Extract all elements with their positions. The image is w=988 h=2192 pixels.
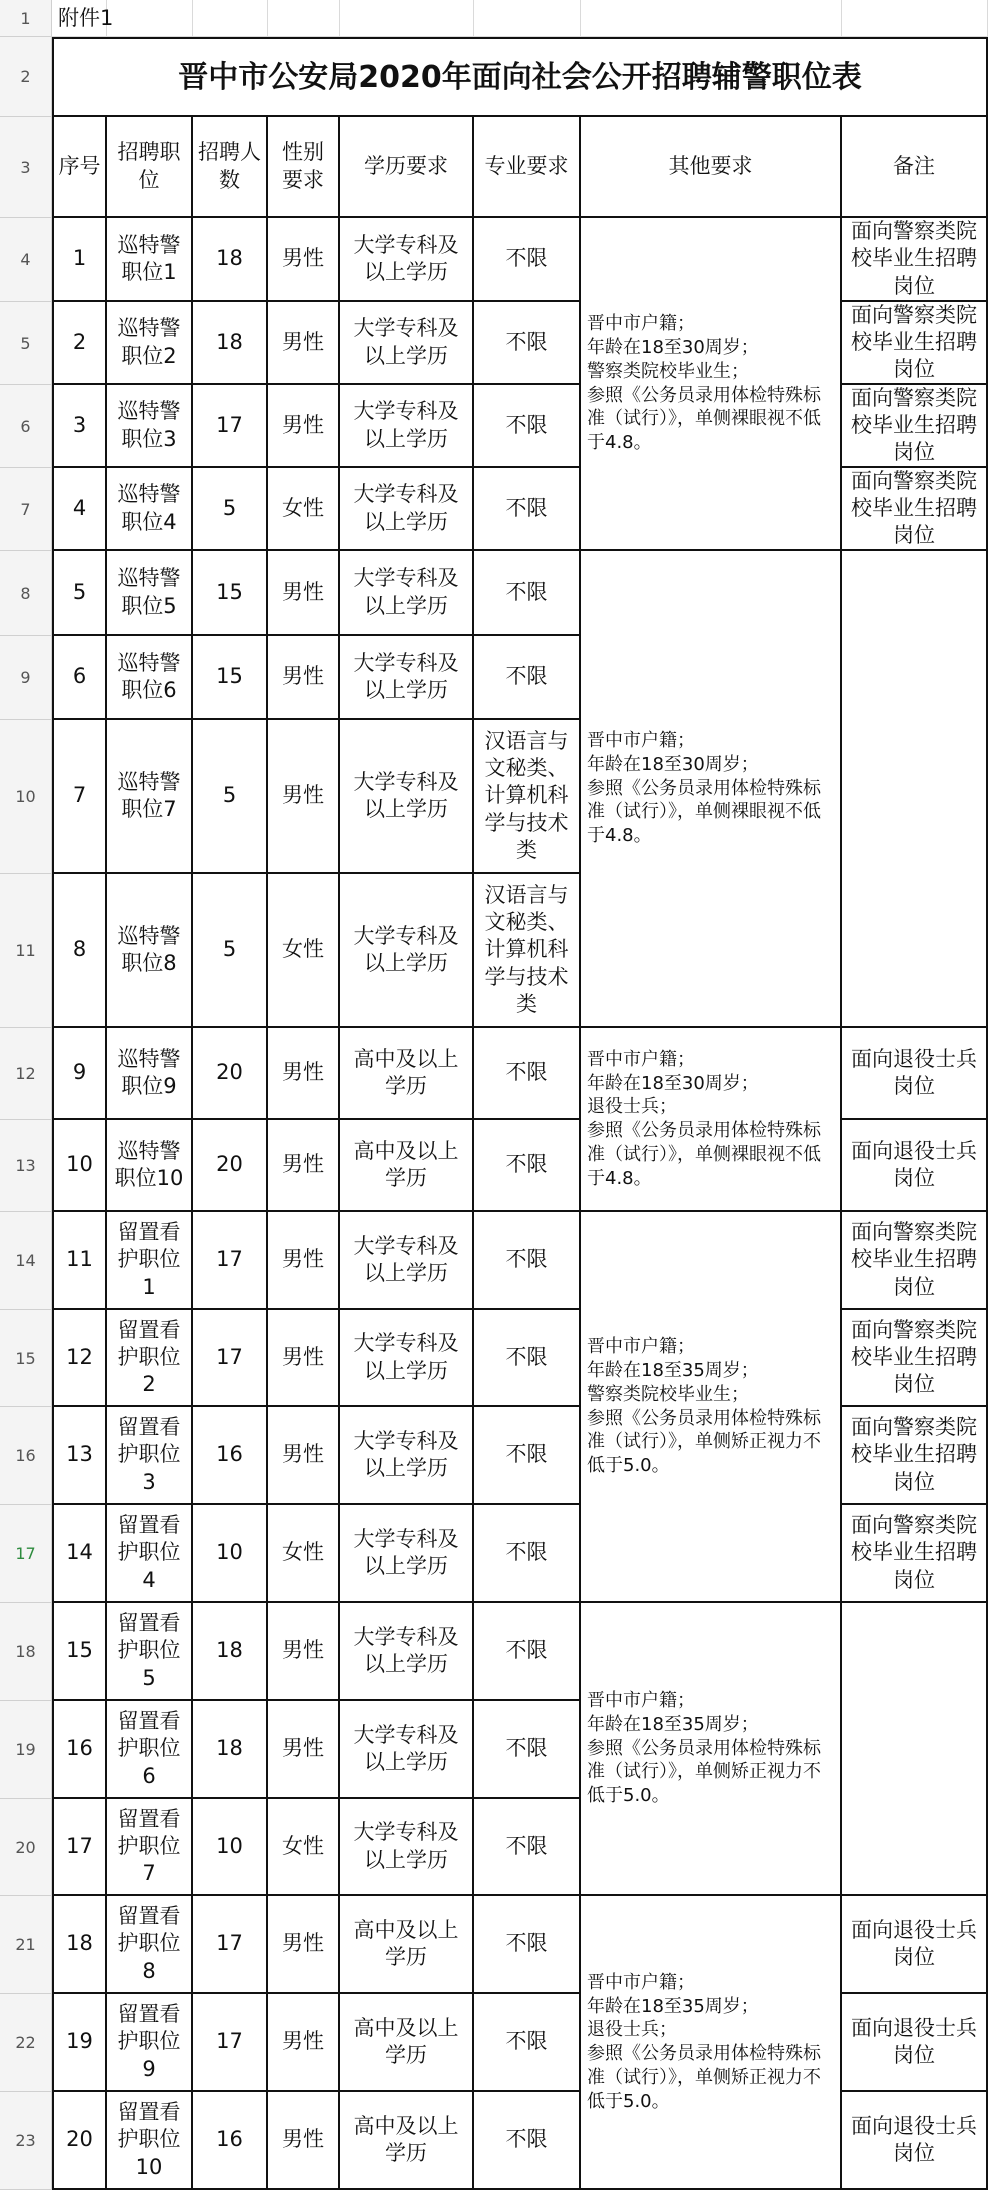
cell-count[interactable]: 17 [193, 1310, 268, 1407]
cell-education[interactable]: 大学专科及以上学历 [340, 468, 474, 551]
header-note[interactable]: 备注 [842, 117, 988, 218]
cell-position[interactable]: 巡特警职位1 [107, 218, 193, 302]
cell-education[interactable]: 大学专科及以上学历 [340, 551, 474, 636]
header-education[interactable]: 学历要求 [340, 117, 474, 218]
annex-label[interactable]: 附件1 [58, 5, 114, 30]
header-position[interactable]: 招聘职位 [107, 117, 193, 218]
cell-education[interactable]: 高中及以上学历 [340, 2092, 474, 2190]
cell-education[interactable]: 大学专科及以上学历 [340, 1310, 474, 1407]
cell-education[interactable]: 大学专科及以上学历 [340, 1212, 474, 1310]
other-requirements[interactable]: 晋中市户籍； 年龄在18至30周岁； 警察类院校毕业生； 参照《公务员录用体检特殊标准（试行）》，单侧裸眼视不低于4.8。 [581, 218, 842, 551]
cell-position[interactable]: 巡特警职位9 [107, 1028, 193, 1120]
cell-no[interactable]: 17 [52, 1799, 107, 1896]
cell-education[interactable]: 大学专科及以上学历 [340, 1407, 474, 1505]
cell-count[interactable]: 20 [193, 1120, 268, 1212]
cell-position[interactable]: 留置看护职位7 [107, 1799, 193, 1896]
cell-note[interactable] [842, 551, 988, 1028]
cell-major[interactable]: 不限 [474, 636, 581, 720]
cell-gender[interactable]: 男性 [268, 1896, 340, 1994]
header-major[interactable]: 专业要求 [474, 117, 581, 218]
row-number[interactable]: 4 [0, 218, 52, 302]
cell-position[interactable]: 巡特警职位10 [107, 1120, 193, 1212]
cell-position[interactable]: 留置看护职位1 [107, 1212, 193, 1310]
cell-major[interactable]: 不限 [474, 468, 581, 551]
cell-gender[interactable]: 男性 [268, 1701, 340, 1799]
cell-no[interactable]: 9 [52, 1028, 107, 1120]
cell-major[interactable]: 不限 [474, 1120, 581, 1212]
cell-no[interactable]: 11 [52, 1212, 107, 1310]
cell-no[interactable]: 7 [52, 720, 107, 874]
header-no[interactable]: 序号 [52, 117, 107, 218]
cell-position[interactable]: 留置看护职位5 [107, 1603, 193, 1701]
cell-count[interactable]: 17 [193, 1212, 268, 1310]
cell-no[interactable]: 16 [52, 1701, 107, 1799]
cell-no[interactable]: 18 [52, 1896, 107, 1994]
grid-cell[interactable] [474, 0, 581, 37]
cell-education[interactable]: 大学专科及以上学历 [340, 1799, 474, 1896]
cell-gender[interactable]: 女性 [268, 874, 340, 1028]
cell-note[interactable]: 面向退役士兵岗位 [842, 1896, 988, 1994]
grid-cell[interactable] [268, 0, 340, 37]
cell-no[interactable]: 14 [52, 1505, 107, 1603]
cell-gender[interactable]: 男性 [268, 1994, 340, 2092]
cell-note[interactable]: 面向警察类院校毕业生招聘岗位 [842, 1407, 988, 1505]
row-number[interactable]: 23 [0, 2092, 52, 2190]
cell-major[interactable]: 不限 [474, 1407, 581, 1505]
row-number[interactable]: 7 [0, 468, 52, 551]
cell-no[interactable]: 13 [52, 1407, 107, 1505]
cell-major[interactable]: 不限 [474, 1799, 581, 1896]
cell-no[interactable]: 3 [52, 385, 107, 468]
cell-no[interactable]: 1 [52, 218, 107, 302]
other-requirements[interactable]: 晋中市户籍； 年龄在18至30周岁； 参照《公务员录用体检特殊标准（试行）》，单侧裸眼视不低于4.8。 [581, 551, 842, 1028]
cell-count[interactable]: 16 [193, 1407, 268, 1505]
cell-note[interactable]: 面向退役士兵岗位 [842, 2092, 988, 2190]
cell-education[interactable]: 高中及以上学历 [340, 1896, 474, 1994]
cell-gender[interactable]: 女性 [268, 1505, 340, 1603]
cell-position[interactable]: 留置看护职位3 [107, 1407, 193, 1505]
cell-gender[interactable]: 男性 [268, 1120, 340, 1212]
cell-note[interactable] [842, 1603, 988, 1896]
cell-position[interactable]: 巡特警职位6 [107, 636, 193, 720]
cell-major[interactable]: 不限 [474, 1028, 581, 1120]
cell-count[interactable]: 15 [193, 636, 268, 720]
row-number[interactable]: 8 [0, 551, 52, 636]
row-number[interactable]: 16 [0, 1407, 52, 1505]
cell-position[interactable]: 巡特警职位5 [107, 551, 193, 636]
cell-education[interactable]: 高中及以上学历 [340, 1120, 474, 1212]
cell-gender[interactable]: 男性 [268, 1212, 340, 1310]
cell-position[interactable]: 巡特警职位7 [107, 720, 193, 874]
cell-gender[interactable]: 男性 [268, 1028, 340, 1120]
cell-no[interactable]: 4 [52, 468, 107, 551]
cell-note[interactable]: 面向退役士兵岗位 [842, 1120, 988, 1212]
cell-education[interactable]: 大学专科及以上学历 [340, 1701, 474, 1799]
cell-position[interactable]: 留置看护职位2 [107, 1310, 193, 1407]
grid-cell[interactable] [340, 0, 474, 37]
cell-major[interactable]: 不限 [474, 1896, 581, 1994]
row-number[interactable]: 14 [0, 1212, 52, 1310]
cell-note[interactable]: 面向退役士兵岗位 [842, 1994, 988, 2092]
cell-gender[interactable]: 男性 [268, 2092, 340, 2190]
other-requirements[interactable]: 晋中市户籍； 年龄在18至35周岁； 警察类院校毕业生； 参照《公务员录用体检特殊标准（试行）》，单侧矫正视力不低于5.0。 [581, 1212, 842, 1603]
cell-education[interactable]: 大学专科及以上学历 [340, 1505, 474, 1603]
cell-education[interactable]: 大学专科及以上学历 [340, 1603, 474, 1701]
row-number[interactable]: 9 [0, 636, 52, 720]
cell-major[interactable]: 不限 [474, 1310, 581, 1407]
cell-major[interactable]: 不限 [474, 1994, 581, 2092]
cell-count[interactable]: 18 [193, 1701, 268, 1799]
cell-count[interactable]: 20 [193, 1028, 268, 1120]
cell-major[interactable]: 不限 [474, 1701, 581, 1799]
cell-position[interactable]: 巡特警职位8 [107, 874, 193, 1028]
cell-major[interactable]: 不限 [474, 1505, 581, 1603]
cell-major[interactable]: 不限 [474, 1603, 581, 1701]
page-title[interactable]: 晋中市公安局2020年面向社会公开招聘辅警职位表 [52, 37, 988, 117]
cell-count[interactable]: 17 [193, 1896, 268, 1994]
cell-major[interactable]: 不限 [474, 2092, 581, 2190]
cell-major[interactable]: 不限 [474, 551, 581, 636]
cell-no[interactable]: 10 [52, 1120, 107, 1212]
row-number[interactable]: 3 [0, 117, 52, 218]
cell-position[interactable]: 留置看护职位8 [107, 1896, 193, 1994]
cell-position[interactable]: 巡特警职位4 [107, 468, 193, 551]
cell-education[interactable]: 大学专科及以上学历 [340, 874, 474, 1028]
header-count[interactable]: 招聘人数 [193, 117, 268, 218]
cell-major[interactable]: 不限 [474, 385, 581, 468]
cell-gender[interactable]: 男性 [268, 1603, 340, 1701]
cell-count[interactable]: 18 [193, 218, 268, 302]
cell-education[interactable]: 大学专科及以上学历 [340, 302, 474, 385]
cell-position[interactable]: 留置看护职位10 [107, 2092, 193, 2190]
cell-education[interactable]: 大学专科及以上学历 [340, 385, 474, 468]
cell-major[interactable]: 汉语言与文秘类、计算机科学与技术类 [474, 720, 581, 874]
cell-count[interactable]: 18 [193, 302, 268, 385]
cell-gender[interactable]: 男性 [268, 636, 340, 720]
cell-note[interactable]: 面向警察类院校毕业生招聘岗位 [842, 302, 988, 385]
row-number[interactable]: 15 [0, 1310, 52, 1407]
cell-count[interactable]: 10 [193, 1505, 268, 1603]
cell-gender[interactable]: 男性 [268, 385, 340, 468]
cell-position[interactable]: 留置看护职位4 [107, 1505, 193, 1603]
cell-count[interactable]: 15 [193, 551, 268, 636]
cell-position[interactable]: 巡特警职位2 [107, 302, 193, 385]
cell-education[interactable]: 大学专科及以上学历 [340, 218, 474, 302]
row-number[interactable]: 2 [0, 37, 52, 117]
cell-gender[interactable]: 男性 [268, 551, 340, 636]
row-number[interactable]: 11 [0, 874, 52, 1028]
cell-major[interactable]: 不限 [474, 1212, 581, 1310]
cell-no[interactable]: 12 [52, 1310, 107, 1407]
cell-note[interactable]: 面向警察类院校毕业生招聘岗位 [842, 1505, 988, 1603]
cell-no[interactable]: 8 [52, 874, 107, 1028]
cell-count[interactable]: 5 [193, 874, 268, 1028]
grid-cell[interactable] [581, 0, 842, 37]
cell-count[interactable]: 18 [193, 1603, 268, 1701]
cell-gender[interactable]: 女性 [268, 468, 340, 551]
cell-note[interactable]: 面向警察类院校毕业生招聘岗位 [842, 1212, 988, 1310]
cell-no[interactable]: 2 [52, 302, 107, 385]
header-other[interactable]: 其他要求 [581, 117, 842, 218]
cell-note[interactable]: 面向警察类院校毕业生招聘岗位 [842, 1310, 988, 1407]
grid-cell[interactable] [842, 0, 988, 37]
cell-no[interactable]: 6 [52, 636, 107, 720]
cell-gender[interactable]: 男性 [268, 302, 340, 385]
cell-gender[interactable]: 男性 [268, 218, 340, 302]
cell-gender[interactable]: 女性 [268, 1799, 340, 1896]
cell-no[interactable]: 20 [52, 2092, 107, 2190]
cell-count[interactable]: 17 [193, 385, 268, 468]
cell-no[interactable]: 15 [52, 1603, 107, 1701]
cell-gender[interactable]: 男性 [268, 720, 340, 874]
cell-education[interactable]: 大学专科及以上学历 [340, 720, 474, 874]
cell-note[interactable]: 面向警察类院校毕业生招聘岗位 [842, 218, 988, 302]
row-number[interactable]: 17 [0, 1505, 52, 1603]
row-number[interactable]: 6 [0, 385, 52, 468]
cell-no[interactable]: 19 [52, 1994, 107, 2092]
cell-major[interactable]: 汉语言与文秘类、计算机科学与技术类 [474, 874, 581, 1028]
cell-education[interactable]: 高中及以上学历 [340, 1994, 474, 2092]
cell-gender[interactable]: 男性 [268, 1310, 340, 1407]
cell-note[interactable]: 面向警察类院校毕业生招聘岗位 [842, 468, 988, 551]
cell-count[interactable]: 5 [193, 468, 268, 551]
cell-count[interactable]: 16 [193, 2092, 268, 2190]
cell-education[interactable]: 高中及以上学历 [340, 1028, 474, 1120]
row-number[interactable]: 20 [0, 1799, 52, 1896]
other-requirements[interactable]: 晋中市户籍； 年龄在18至35周岁； 参照《公务员录用体检特殊标准（试行）》，单侧矫正视力不低于5.0。 [581, 1603, 842, 1896]
row-number[interactable]: 10 [0, 720, 52, 874]
cell-education[interactable]: 大学专科及以上学历 [340, 636, 474, 720]
other-requirements[interactable]: 晋中市户籍； 年龄在18至35周岁； 退役士兵； 参照《公务员录用体检特殊标准（试行）》，单侧矫正视力不低于5.0。 [581, 1896, 842, 2190]
other-requirements[interactable]: 晋中市户籍； 年龄在18至30周岁； 退役士兵； 参照《公务员录用体检特殊标准（试行）》，单侧裸眼视不低于4.8。 [581, 1028, 842, 1212]
cell-note[interactable]: 面向警察类院校毕业生招聘岗位 [842, 385, 988, 468]
row-number[interactable]: 12 [0, 1028, 52, 1120]
cell-position[interactable]: 留置看护职位6 [107, 1701, 193, 1799]
row-number[interactable]: 18 [0, 1603, 52, 1701]
row-number[interactable]: 13 [0, 1120, 52, 1212]
cell-count[interactable]: 17 [193, 1994, 268, 2092]
header-gender[interactable]: 性别要求 [268, 117, 340, 218]
row-number[interactable]: 1 [0, 0, 52, 37]
cell-no[interactable]: 5 [52, 551, 107, 636]
cell-major[interactable]: 不限 [474, 218, 581, 302]
row-number[interactable]: 21 [0, 1896, 52, 1994]
cell-position[interactable]: 巡特警职位3 [107, 385, 193, 468]
cell-note[interactable]: 面向退役士兵岗位 [842, 1028, 988, 1120]
cell-major[interactable]: 不限 [474, 302, 581, 385]
cell-gender[interactable]: 男性 [268, 1407, 340, 1505]
cell-count[interactable]: 5 [193, 720, 268, 874]
row-number[interactable]: 19 [0, 1701, 52, 1799]
cell-count[interactable]: 10 [193, 1799, 268, 1896]
row-number[interactable]: 5 [0, 302, 52, 385]
cell-position[interactable]: 留置看护职位9 [107, 1994, 193, 2092]
row-number[interactable]: 22 [0, 1994, 52, 2092]
